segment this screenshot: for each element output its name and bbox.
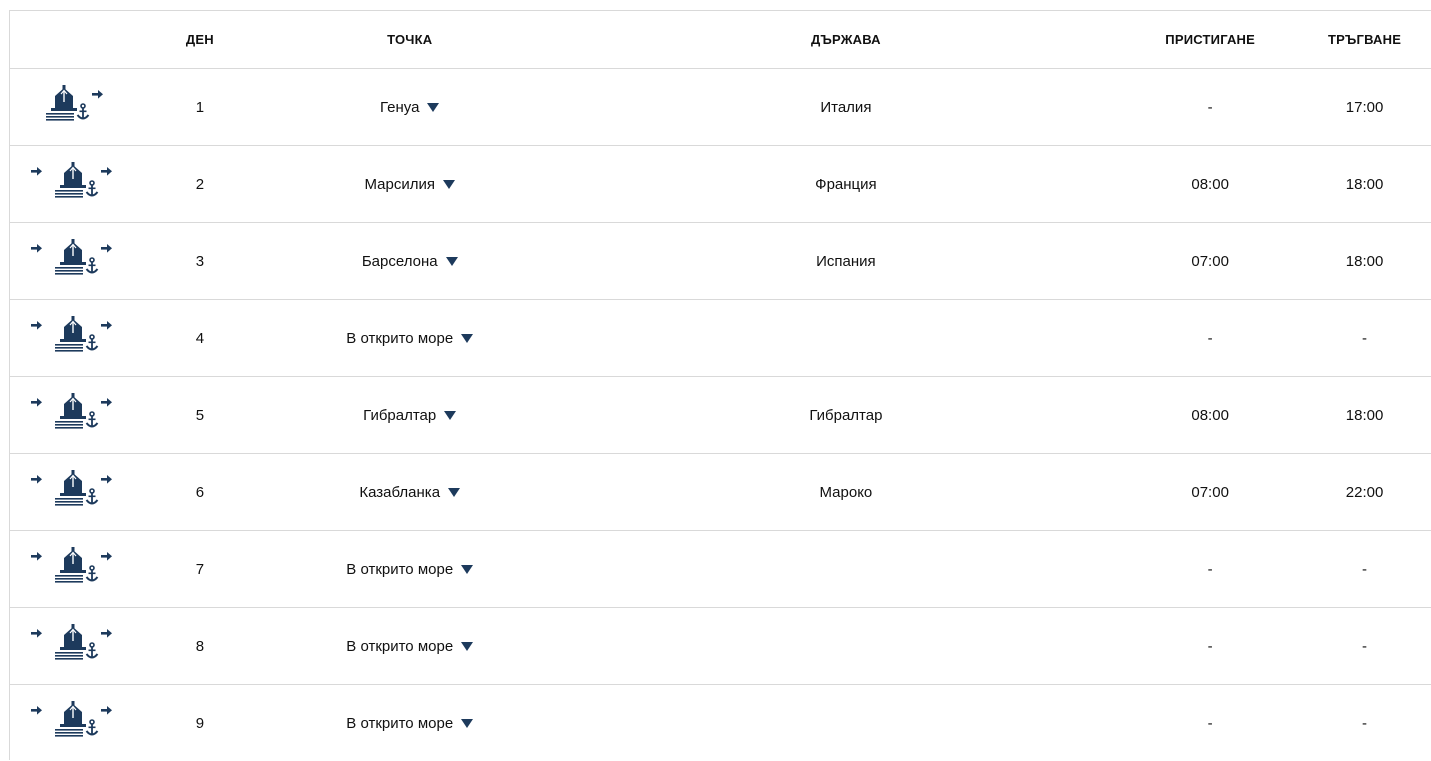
ship-transit-icon bbox=[31, 467, 119, 511]
ship-transit-icon bbox=[31, 544, 119, 588]
arrival-cell: 07:00 bbox=[1191, 483, 1229, 501]
day-cell: 6 bbox=[195, 483, 205, 501]
table-row bbox=[10, 68, 1431, 145]
arrow-in-icon bbox=[31, 629, 42, 638]
departure-cell: 18:00 bbox=[1345, 252, 1384, 270]
arrow-in-icon bbox=[31, 321, 42, 330]
ship-transit-icon bbox=[31, 159, 119, 203]
route-icon-cell bbox=[10, 165, 140, 203]
arrow-in-icon bbox=[31, 706, 42, 715]
day-cell: 4 bbox=[195, 329, 205, 347]
country-cell: Испания bbox=[816, 252, 876, 270]
caret-down-icon bbox=[461, 334, 473, 343]
country-cell: Гибралтар bbox=[809, 406, 883, 424]
departure-cell: 18:00 bbox=[1345, 406, 1384, 424]
point-label: В открито море bbox=[346, 560, 454, 578]
departure-cell: - bbox=[1362, 637, 1368, 655]
point-cell bbox=[260, 715, 560, 732]
arrival-cell: - bbox=[1207, 637, 1213, 655]
caret-down-icon bbox=[461, 719, 473, 728]
route-icon-cell bbox=[10, 88, 140, 126]
departure-cell: - bbox=[1362, 714, 1368, 732]
table-row bbox=[10, 145, 1431, 222]
point-label: В открито море bbox=[346, 714, 454, 732]
ship-depart-icon bbox=[40, 82, 110, 126]
arrival-cell: 08:00 bbox=[1191, 175, 1229, 193]
day-cell: 8 bbox=[195, 637, 205, 655]
point-label: В открито море bbox=[346, 637, 454, 655]
caret-down-icon bbox=[461, 642, 473, 651]
arrival-cell: - bbox=[1207, 329, 1213, 347]
arrow-in-icon bbox=[31, 244, 42, 253]
route-icon-cell bbox=[10, 319, 140, 357]
table-row bbox=[10, 299, 1431, 376]
ship-transit-icon bbox=[31, 698, 119, 742]
arrival-cell: 08:00 bbox=[1191, 406, 1229, 424]
day-cell: 9 bbox=[195, 714, 205, 732]
point-cell bbox=[260, 638, 560, 655]
point-toggle[interactable] bbox=[346, 561, 473, 578]
point-toggle[interactable] bbox=[380, 99, 439, 116]
point-toggle[interactable] bbox=[364, 176, 454, 193]
day-cell: 2 bbox=[195, 175, 205, 193]
arrow-in-icon bbox=[31, 552, 42, 561]
point-label: В открито море bbox=[346, 329, 454, 347]
table-row bbox=[10, 607, 1431, 684]
table-body bbox=[10, 68, 1431, 761]
day-cell: 1 bbox=[195, 98, 205, 116]
point-label: Барселона bbox=[361, 252, 438, 270]
point-cell bbox=[260, 330, 560, 347]
point-label: Казабланка bbox=[359, 483, 441, 501]
point-label: Гибралтар bbox=[363, 406, 437, 424]
point-label: Генуа bbox=[380, 98, 420, 116]
point-cell bbox=[260, 176, 560, 193]
day-cell: 7 bbox=[195, 560, 205, 578]
point-toggle[interactable] bbox=[359, 484, 460, 501]
table-row bbox=[10, 222, 1431, 299]
route-icon-cell bbox=[10, 396, 140, 434]
point-toggle[interactable] bbox=[363, 407, 456, 424]
departure-cell: 18:00 bbox=[1345, 175, 1384, 193]
arrival-cell: - bbox=[1207, 98, 1213, 116]
header-country: ДЪРЖАВА bbox=[811, 32, 881, 47]
table-header bbox=[10, 10, 1431, 68]
day-cell: 5 bbox=[195, 406, 205, 424]
arrow-in-icon bbox=[31, 398, 42, 407]
point-cell bbox=[260, 484, 560, 501]
arrow-in-icon bbox=[31, 167, 42, 176]
caret-down-icon bbox=[444, 411, 456, 420]
route-icon-cell bbox=[10, 242, 140, 280]
ship-transit-icon bbox=[31, 313, 119, 357]
header-arrival: ПРИСТИГАНЕ bbox=[1165, 32, 1255, 47]
point-toggle[interactable] bbox=[346, 638, 473, 655]
point-toggle[interactable] bbox=[346, 715, 473, 732]
arrow-in-icon bbox=[31, 475, 42, 484]
day-cell: 3 bbox=[195, 252, 205, 270]
point-cell bbox=[260, 99, 560, 116]
caret-down-icon bbox=[448, 488, 460, 497]
caret-down-icon bbox=[427, 103, 439, 112]
ship-transit-icon bbox=[31, 390, 119, 434]
arrival-cell: - bbox=[1207, 714, 1213, 732]
route-icon-cell bbox=[10, 473, 140, 511]
table-row bbox=[10, 453, 1431, 530]
header-day: ДЕН bbox=[185, 32, 214, 47]
caret-down-icon bbox=[461, 565, 473, 574]
point-cell bbox=[260, 253, 560, 270]
country-cell: Франция bbox=[815, 175, 877, 193]
point-cell bbox=[260, 407, 560, 424]
table-row bbox=[10, 684, 1431, 761]
route-icon-cell bbox=[10, 704, 140, 742]
country-cell: Италия bbox=[820, 98, 872, 116]
ship-transit-icon bbox=[31, 621, 119, 665]
caret-down-icon bbox=[446, 257, 458, 266]
ship-transit-icon bbox=[31, 236, 119, 280]
arrival-cell: 07:00 bbox=[1191, 252, 1229, 270]
country-cell: Мароко bbox=[819, 483, 873, 501]
itinerary-table bbox=[9, 10, 1431, 760]
departure-cell: - bbox=[1362, 560, 1368, 578]
point-toggle[interactable] bbox=[346, 330, 473, 347]
caret-down-icon bbox=[443, 180, 455, 189]
route-icon-cell bbox=[10, 550, 140, 588]
table-row bbox=[10, 376, 1431, 453]
header-point: ТОЧКА bbox=[387, 32, 433, 47]
table-row bbox=[10, 530, 1431, 607]
departure-cell: 17:00 bbox=[1345, 98, 1384, 116]
arrival-cell: - bbox=[1207, 560, 1213, 578]
point-label: Марсилия bbox=[364, 175, 435, 193]
point-cell bbox=[260, 561, 560, 578]
header-departure: ТРЪГВАНЕ bbox=[1328, 32, 1402, 47]
route-icon-cell bbox=[10, 627, 140, 665]
departure-cell: 22:00 bbox=[1345, 483, 1384, 501]
point-toggle[interactable] bbox=[362, 253, 458, 270]
departure-cell: - bbox=[1362, 329, 1368, 347]
